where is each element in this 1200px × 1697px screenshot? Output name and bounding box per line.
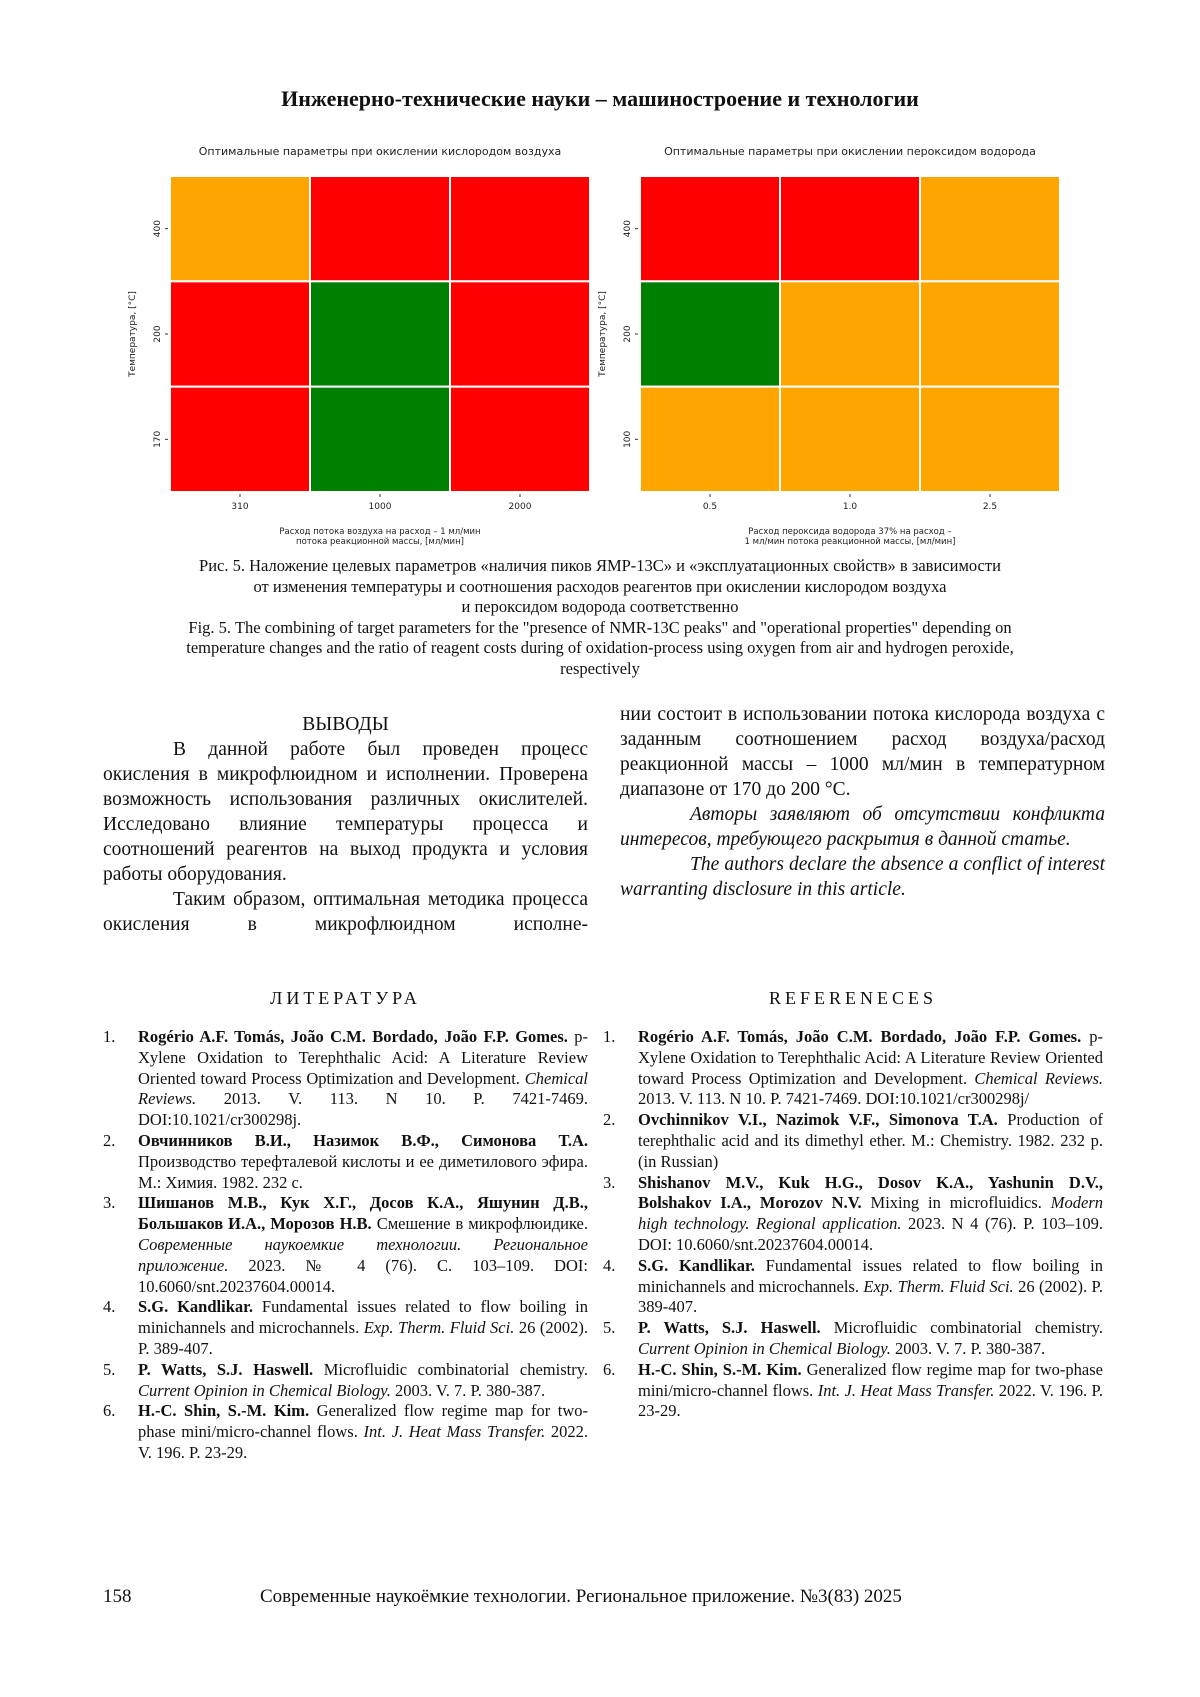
heatmap-cell	[170, 387, 310, 492]
y-axis-label: Температура, [°С]	[598, 291, 608, 377]
reference-tail: 2013. V. 113. N 10. P. 7421-7469. DOI:10.1021/cr300298j.	[138, 1089, 588, 1130]
reference-text: Microfluidic combinatorial chemistry.	[313, 1359, 589, 1379]
y-tick-label: 400	[623, 220, 633, 238]
reference-number: 5.	[603, 1318, 616, 1338]
reference-journal: Exp. Therm. Fluid Sci.	[863, 1276, 1014, 1296]
reference-journal: Exp. Therm. Fluid Sci.	[363, 1318, 515, 1338]
x-tick-label: 2.5	[982, 502, 998, 512]
reference-authors: Шишанов М.В., Кук Х.Г., Досов К.А., Яшунин Д.В., Большаков И.А., Морозов Н.В.	[138, 1193, 588, 1234]
heatmap-cell	[310, 387, 450, 492]
reference-journal: Int. J. Heat Mass Transfer.	[363, 1422, 546, 1442]
y-tick-label: 200	[153, 325, 163, 343]
reference-item	[603, 1360, 1103, 1422]
caption-ru-line: и пероксидом водорода соответственно	[461, 597, 739, 616]
caption-ru-line: от изменения температуры и соотношения расходов реагентов при окислении кислородом воздуха	[253, 576, 947, 596]
reference-journal: Chemical Reviews.	[138, 1068, 588, 1109]
chart-title: Оптимальные параметры при окислении кислородом воздуха	[198, 145, 562, 158]
x-tick-label: 1.0	[842, 502, 858, 512]
heatmap-cell	[170, 281, 310, 386]
reference-item	[603, 1173, 1103, 1256]
reference-text: p-Xylene Oxidation to Terephthalic Acid: A Literature Review Oriented toward Process Optimization and Development.	[638, 1027, 1103, 1088]
caption-en-line: temperature changes and the ratio of reagent costs during of oxidation-process using oxygen from air and hydrogen peroxide,	[186, 638, 1014, 657]
reference-authors: Shishanov M.V., Kuk H.G., Dosov K.A., Yashunin D.V., Bolshakov I.A., Morozov N.V.	[638, 1172, 1103, 1213]
heatmap-cell	[920, 176, 1060, 281]
reference-tail: 2023. N 4 (76). P. 103–109. DOI: 10.6060/snt.20237604.00014.	[638, 1214, 1103, 1254]
y-tick-label: 100	[623, 430, 633, 448]
heatmap-air-svg	[110, 140, 600, 550]
heatmap-cell	[450, 176, 590, 281]
reference-text: Production of terephthalic acid and its dimethyl ether. M.: Chemistry. 1982. 232 p. (in Russian)	[638, 1110, 1103, 1171]
conclusions-paragraph: Таким образом, оптимальная методика процесса окисления в микрофлюидном исполне-	[103, 889, 588, 935]
y-axis-label: Температура, [°С]	[128, 291, 138, 377]
reference-authors: H.-C. Shin, S.-M. Kim.	[638, 1359, 802, 1379]
x-tick-label: 310	[231, 502, 249, 512]
heatmap-peroxide-svg	[585, 140, 1075, 550]
heatmap-air	[110, 140, 600, 554]
reference-item	[603, 1318, 1103, 1360]
conclusions-title: ВЫВОДЫ	[302, 714, 389, 735]
conclusions-left	[103, 712, 588, 937]
heatmap-cell	[780, 387, 920, 492]
reference-authors: Rogério A.F. Tomás, João C.M. Bordado, João F.P. Gomes.	[138, 1027, 568, 1046]
x-axis-label: 1 мл/мин потока реакционной массы, [мл/мин]	[744, 537, 956, 547]
conclusions-right	[620, 702, 1105, 902]
x-axis-label: Расход потока воздуха на расход – 1 мл/мин	[279, 527, 481, 537]
reference-tail: 2023. № 4 (76). С. 103–109. DOI: 10.6060/snt.20237604.00014.	[138, 1255, 588, 1296]
heatmap-cell	[310, 281, 450, 386]
references-list	[603, 1027, 1103, 1422]
heatmap-cell	[920, 387, 1060, 492]
reference-authors: P. Watts, S.J. Haswell.	[638, 1318, 821, 1338]
caption-en-line: respectively	[560, 658, 640, 678]
reference-text: Generalized flow regime map for two-phase mini/micro-channel flows.	[638, 1359, 1103, 1400]
reference-journal: Current Opinion in Chemical Biology.	[138, 1380, 391, 1400]
reference-item	[603, 1256, 1103, 1318]
x-tick-label: 1000	[368, 502, 392, 512]
reference-text: Fundamental issues related to flow boiling in minichannels and microchannels.	[638, 1255, 1103, 1296]
reference-number: 2.	[603, 1110, 616, 1130]
heatmap-cell	[640, 281, 780, 386]
x-axis-label: потока реакционной массы, [мл/мин]	[296, 537, 464, 547]
reference-item	[103, 1193, 588, 1297]
reference-item	[603, 1110, 1103, 1172]
reference-number: 6.	[603, 1359, 616, 1379]
heatmap-cell	[780, 176, 920, 281]
x-tick-label: 2000	[508, 502, 532, 512]
reference-journal: Chemical Reviews.	[974, 1068, 1104, 1088]
reference-authors: Rogério A.F. Tomás, João C.M. Bordado, João F.P. Gomes.	[638, 1027, 1082, 1046]
x-axis-label: Расход пероксида водорода 37% на расход –	[748, 527, 952, 537]
reference-number: 5.	[103, 1359, 116, 1379]
conclusions-paragraph: В данной работе был проведен процесс окисления в микрофлюидном и исполнении. Проверена возможность использования различных окислителей. Исследовано влияние температуры процесса и соотношений реагентов на выход продукта и условия работы оборудования.	[103, 739, 588, 885]
reference-item	[103, 1360, 588, 1402]
reference-number: 1.	[603, 1027, 616, 1046]
heatmap-cell	[450, 281, 590, 386]
literature-title: ЛИТЕРАТУРА	[270, 988, 421, 1008]
reference-number: 1.	[103, 1027, 116, 1046]
reference-journal: Modern high technology. Regional application.	[638, 1193, 1103, 1234]
reference-text: Fundamental issues related to flow boiling in minichannels and microchannels.	[138, 1297, 588, 1338]
reference-text: p-Xylene Oxidation to Terephthalic Acid: A Literature Review Oriented toward Process Optimization and Development.	[138, 1027, 589, 1088]
figure-caption	[110, 556, 1090, 679]
reference-authors: Ovchinnikov V.I., Nazimok V.F., Simonova T.A.	[638, 1110, 998, 1130]
reference-authors: S.G. Kandlikar.	[638, 1255, 755, 1275]
heatmap-cell	[920, 281, 1060, 386]
reference-text: Смешение в микрофлюидике.	[371, 1214, 588, 1234]
reference-number: 4.	[103, 1297, 116, 1317]
y-tick-label: 400	[153, 220, 163, 238]
reference-item	[603, 1027, 1103, 1110]
journal-footer: Современные наукоёмкие технологии. Региональное приложение. №3(83) 2025	[260, 1586, 902, 1607]
caption-ru-line: Рис. 5. Наложение целевых параметров «наличия пиков ЯМР-13С» и «эксплуатационных свойств» в зависимости	[199, 556, 1001, 575]
page-number: 158	[103, 1586, 132, 1607]
x-tick-label: 0.5	[702, 502, 718, 512]
conflict-en: The authors declare the absence a conflict of interest warranting disclosure in this article.	[620, 854, 1105, 900]
conclusions-paragraph: нии состоит в использовании потока кислорода воздуха с заданным соотношением расход воздуха/расход реакционной массы – 1000 мл/мин в температурном диапазоне от 170 до 200 °С.	[620, 704, 1105, 800]
heatmap-peroxide	[585, 140, 1075, 554]
reference-journal: Современные наукоемкие технологии. Региональное приложение.	[138, 1234, 588, 1275]
reference-item	[103, 1027, 588, 1131]
reference-authors: H.-C. Shin, S.-M. Kim.	[138, 1401, 310, 1421]
heatmap-cell	[640, 387, 780, 492]
reference-text: Microfluidic combinatorial chemistry.	[820, 1318, 1104, 1338]
reference-authors: Овчинников В.И., Назимок В.Ф., Симонова Т.А.	[138, 1130, 588, 1150]
chart-title: Оптимальные параметры при окислении пероксидом водорода	[664, 145, 1036, 158]
reference-authors: S.G. Kandlikar.	[138, 1297, 254, 1317]
reference-text: Mixing in microfluidics.	[861, 1193, 1051, 1213]
reference-text: Производство терефталевой кислоты и ее диметилового эфира. М.: Химия. 1982. 232 с.	[138, 1151, 588, 1192]
y-tick-label: 200	[623, 325, 633, 343]
y-tick-label: 170	[153, 430, 163, 448]
heatmap-cell	[640, 176, 780, 281]
reference-journal: Current Opinion in Chemical Biology.	[638, 1338, 891, 1358]
heatmap-cell	[310, 176, 450, 281]
reference-number: 3.	[103, 1193, 116, 1213]
reference-tail: 2003. V. 7. P. 380-387.	[890, 1338, 1046, 1358]
reference-tail: 26 (2002). P. 389-407.	[638, 1276, 1103, 1317]
reference-number: 4.	[603, 1255, 616, 1275]
reference-authors: P. Watts, S.J. Haswell.	[138, 1359, 314, 1379]
caption-en-line: Fig. 5. The combining of target parameters for the "presence of NMR-13C peaks" and "operational properties" depending on	[188, 617, 1012, 637]
reference-tail: 2013. V. 113. N 10. P. 7421-7469. DOI:10.1021/cr300298j/	[638, 1089, 1030, 1109]
conflict-ru: Авторы заявляют об отсутствии конфликта интересов, требующего раскрытия в данной статье.	[620, 804, 1105, 850]
reference-number: 2.	[103, 1130, 116, 1150]
heatmap-cell	[170, 176, 310, 281]
reference-journal: Int. J. Heat Mass Transfer.	[817, 1380, 995, 1400]
reference-tail: 2003. V. 7. P. 380-387.	[390, 1380, 546, 1400]
reference-tail: 2022. V. 196. P. 23-29.	[638, 1380, 1103, 1421]
reference-number: 6.	[103, 1401, 116, 1421]
references-title: REFERENECES	[768, 988, 937, 1008]
reference-number: 3.	[603, 1172, 616, 1192]
reference-item	[103, 1131, 588, 1193]
reference-item	[103, 1297, 588, 1359]
reference-tail: 26 (2002). P. 389-407.	[138, 1318, 588, 1358]
reference-text: Generalized flow regime map for two-phase mini/micro-channel flows.	[138, 1401, 588, 1442]
literature-list	[103, 1027, 588, 1464]
heatmap-cell	[780, 281, 920, 386]
heatmap-cell	[450, 387, 590, 492]
reference-item	[103, 1401, 588, 1463]
running-header: Инженерно-технические науки – машиностроение и технологии	[281, 86, 919, 111]
reference-tail: 2022. V. 196. P. 23-29.	[138, 1422, 589, 1462]
